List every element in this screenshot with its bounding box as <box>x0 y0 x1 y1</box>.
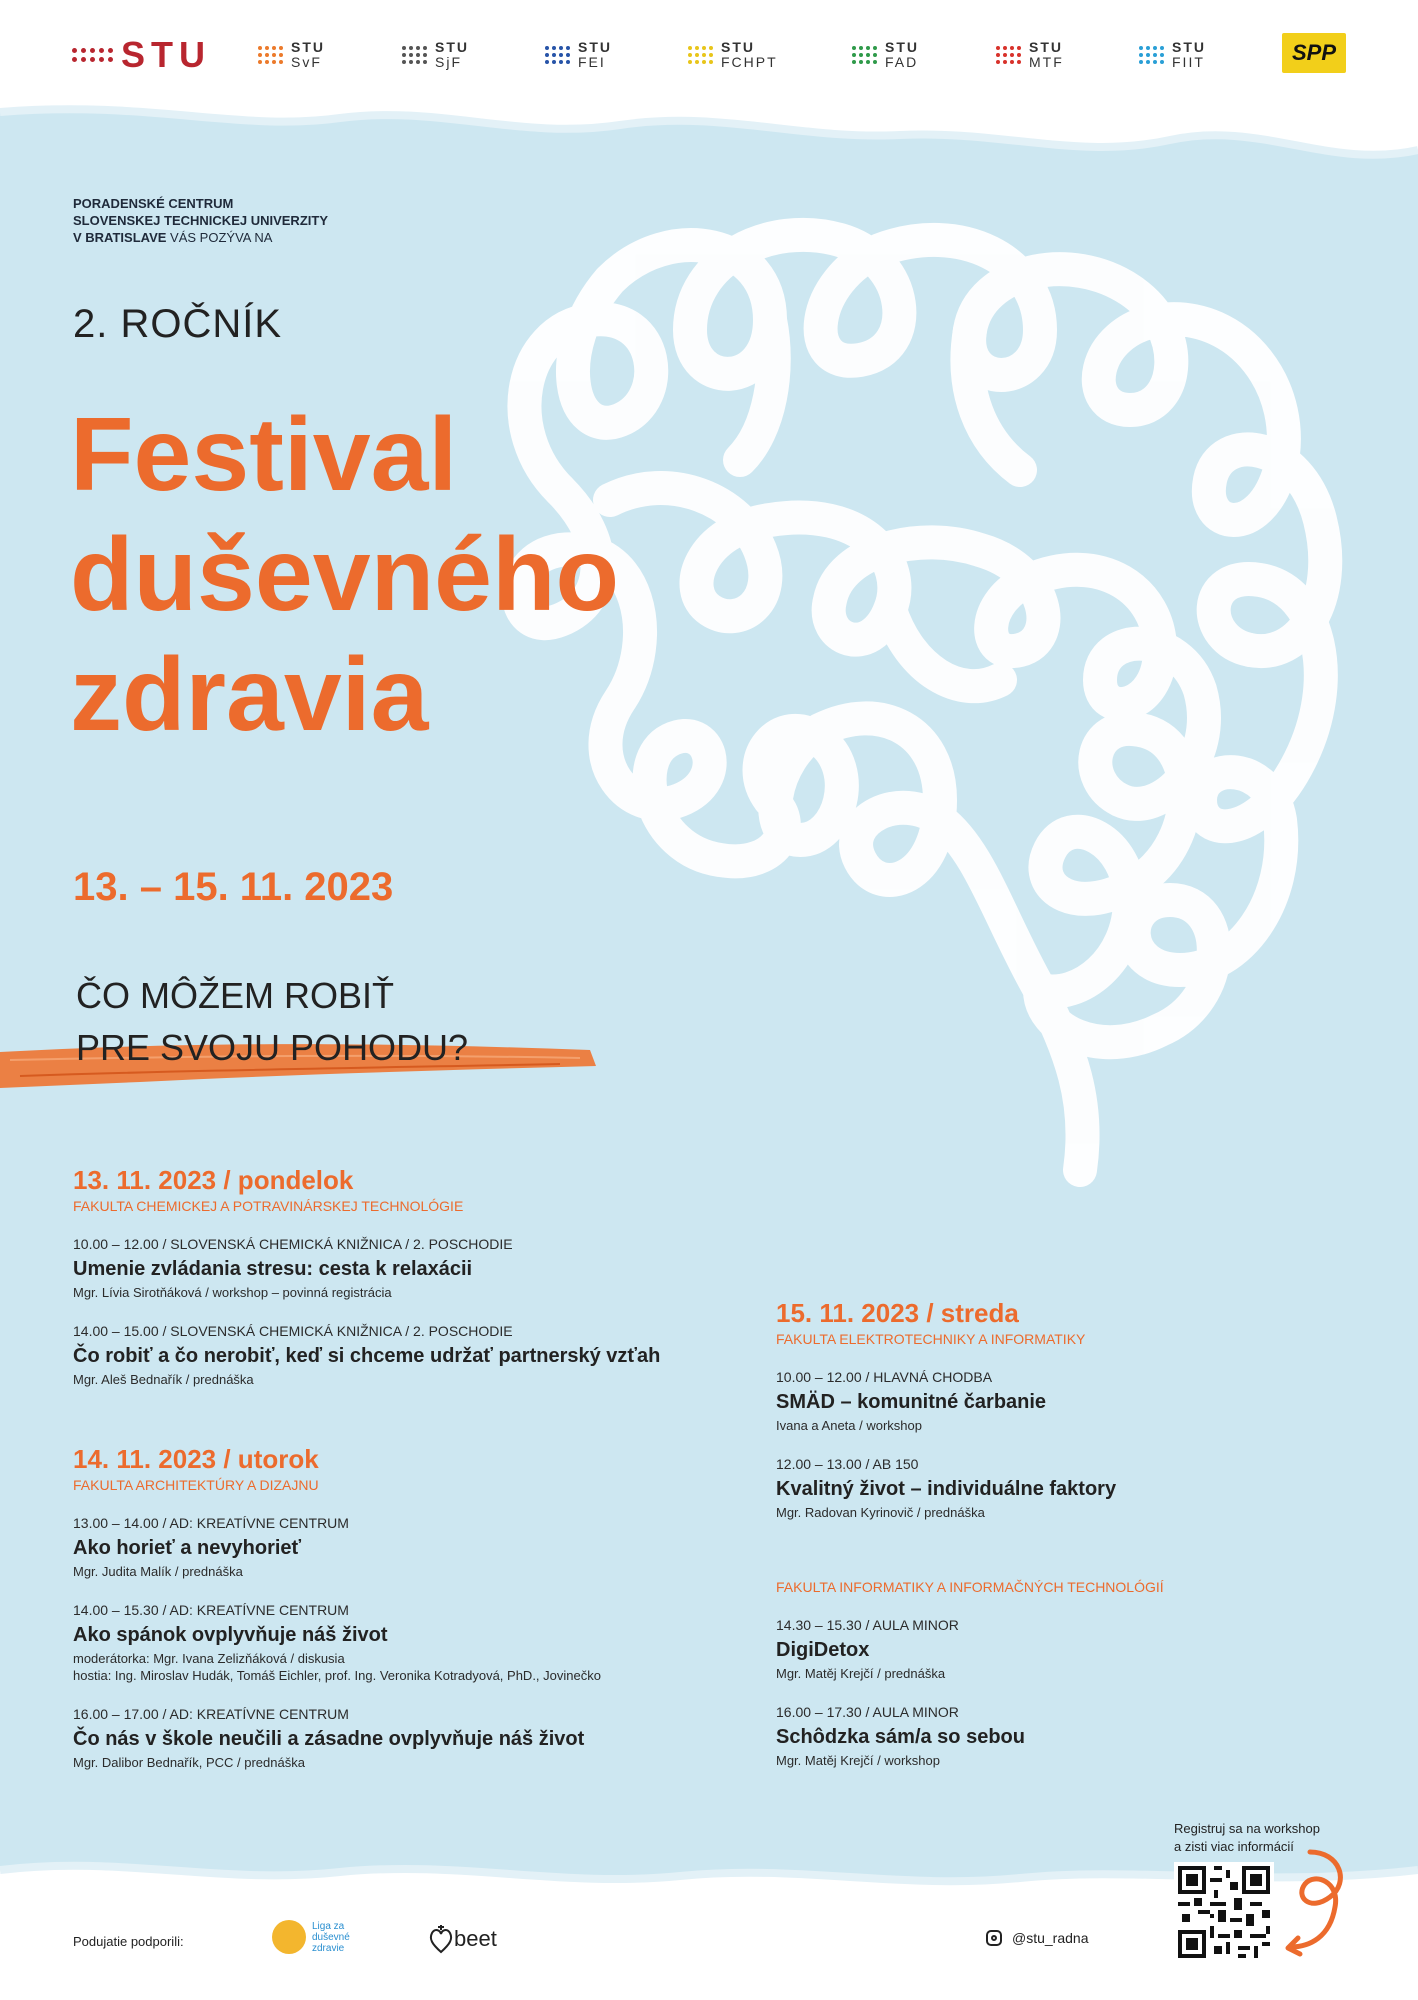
logo-dot <box>545 46 549 50</box>
day-faculty: FAKULTA ARCHITEKTÚRY A DIZAJNU <box>73 1477 319 1493</box>
logo-dot <box>81 57 86 62</box>
event-time: 16.00 – 17.30 / AULA MINOR <box>776 1704 959 1720</box>
logo-dot <box>852 53 856 57</box>
day-monday <box>73 1165 753 1388</box>
logo-dot <box>90 48 95 53</box>
logo-sub: SvF <box>291 54 322 70</box>
logo-dot <box>81 48 86 53</box>
stu-fchpt-logo <box>688 30 778 80</box>
logo-dot <box>688 60 692 64</box>
logo-dot <box>1003 53 1007 57</box>
event-speaker: Mgr. Aleš Bednařík / prednáška <box>73 1372 254 1387</box>
event-name: Schôdzka sám/a so sebou <box>776 1726 1025 1748</box>
logo-dot <box>72 57 77 62</box>
logo-dot <box>695 60 699 64</box>
logo-dot <box>99 48 104 53</box>
logo-text: STU <box>1029 39 1063 55</box>
logo-dot <box>559 53 563 57</box>
logo-dot <box>1017 53 1021 57</box>
event-time: 16.00 – 17.00 / AD: KREATÍVNE CENTRUM <box>73 1706 349 1722</box>
logo-dot <box>1017 60 1021 64</box>
logo-dot <box>108 57 113 62</box>
event-name: SMÄD – komunitné čarbanie <box>776 1391 1047 1413</box>
day-tuesday <box>73 1444 773 1771</box>
event-speaker: Mgr. Judita Malík / prednáška <box>73 1564 243 1579</box>
logo-dot <box>695 53 699 57</box>
logo-dot <box>1003 46 1007 50</box>
logo-dot <box>1003 60 1007 64</box>
logo-dot <box>866 46 870 50</box>
logo-dot <box>559 60 563 64</box>
logo-dot <box>1010 53 1014 57</box>
logo-dot <box>1153 60 1157 64</box>
logo-dot <box>108 48 113 53</box>
event-item <box>776 1369 1356 1434</box>
question-line-2: PRE SVOJU POHODU? <box>76 1027 469 1068</box>
logo-dot <box>873 53 877 57</box>
logo-dot <box>873 46 877 50</box>
logo-dot <box>416 46 420 50</box>
logo-dot <box>265 46 269 50</box>
event-name: Ako spánok ovplyvňuje náš život <box>73 1624 388 1646</box>
liga-emblem-icon <box>272 1920 306 1954</box>
event-item <box>776 1704 1356 1769</box>
event-speaker: Ivana a Aneta / workshop <box>776 1418 922 1433</box>
logo-dot <box>258 46 262 50</box>
event-name: Kvalitný život – individuálne faktory <box>776 1478 1117 1500</box>
logo-dot <box>695 46 699 50</box>
edition-label: 2. ROČNÍK <box>73 302 283 346</box>
stu-svf-logo <box>258 30 325 80</box>
logo-dot <box>859 60 863 64</box>
logo-dot <box>1160 60 1164 64</box>
logo-sub: FCHPT <box>721 54 778 70</box>
logo-dot <box>859 46 863 50</box>
title-line-1: Festival <box>70 397 458 513</box>
event-item <box>776 1456 1356 1521</box>
event-moderator: moderátorka: Mgr. Ivana Zelizňáková / diskusia <box>73 1651 345 1666</box>
event-time: 12.00 – 13.00 / AB 150 <box>776 1456 919 1472</box>
logo-dot <box>402 53 406 57</box>
spp-logo: SPP <box>1282 33 1346 73</box>
title-line-2: duševného <box>70 517 619 633</box>
event-speaker: Mgr. Matěj Krejčí / prednáška <box>776 1666 946 1681</box>
logo-dot <box>852 46 856 50</box>
logo-dot <box>272 53 276 57</box>
stu-fei-logo <box>545 30 612 80</box>
event-speaker: Mgr. Dalibor Bednařík, PCC / prednáška <box>73 1755 305 1770</box>
instagram-handle[interactable] <box>986 1930 1088 1946</box>
logo-dot <box>279 60 283 64</box>
logo-dot <box>279 46 283 50</box>
logo-dot <box>409 60 413 64</box>
logo-sub: SjF <box>435 54 462 70</box>
faculty-logos <box>0 30 1418 80</box>
logo-text: STU <box>578 39 612 55</box>
logo-dot <box>272 60 276 64</box>
festival-dates: 13. – 15. 11. 2023 <box>73 865 394 909</box>
logo-dot <box>423 46 427 50</box>
day-heading: 13. 11. 2023 / pondelok <box>73 1165 354 1195</box>
question-line-1: ČO MÔŽEM ROBIŤ <box>76 975 394 1016</box>
logo-dot <box>552 60 556 64</box>
day-heading: 14. 11. 2023 / utorok <box>73 1444 319 1474</box>
logo-dot <box>702 46 706 50</box>
logo-dot <box>688 53 692 57</box>
logo-dot <box>688 46 692 50</box>
logo-dot <box>1160 46 1164 50</box>
event-time: 10.00 – 12.00 / HLAVNÁ CHODBA <box>776 1369 993 1385</box>
logo-dot <box>552 46 556 50</box>
logo-sub: MTF <box>1029 54 1064 70</box>
logo-dot <box>416 53 420 57</box>
logo-dot <box>1146 53 1150 57</box>
logo-dot <box>402 60 406 64</box>
logo-dot <box>1139 46 1143 50</box>
logo-dot <box>423 60 427 64</box>
event-time: 14.00 – 15.30 / AD: KREATÍVNE CENTRUM <box>73 1602 349 1618</box>
stu-sjf-logo <box>402 30 469 80</box>
event-name: Umenie zvládania stresu: cesta k relaxácii <box>73 1258 473 1280</box>
logo-dot <box>996 46 1000 50</box>
event-time: 14.00 – 15.00 / SLOVENSKÁ CHEMICKÁ KNIŽNICA / 2. POSCHODIE <box>73 1323 513 1339</box>
logo-dot <box>545 53 549 57</box>
event-time: 14.30 – 15.30 / AULA MINOR <box>776 1617 959 1633</box>
logo-text: STU <box>885 39 919 55</box>
question-heading <box>76 970 468 1074</box>
logo-text: STU <box>1172 39 1206 55</box>
logo-dot <box>702 60 706 64</box>
logo-text: STU <box>435 39 469 55</box>
event-item <box>73 1602 773 1684</box>
beet-heart-icon <box>428 1924 454 1954</box>
logo-dot <box>1146 60 1150 64</box>
logo-dot <box>559 46 563 50</box>
logo-dot <box>859 53 863 57</box>
event-guests: hostia: Ing. Miroslav Hudák, Tomáš Eichler, prof. Ing. Veronika Kotradyová, PhD., Jovinečko <box>73 1668 601 1683</box>
logo-sub: FIIT <box>1172 54 1205 70</box>
logo-dot <box>996 60 1000 64</box>
event-time: 13.00 – 14.00 / AD: KREATÍVNE CENTRUM <box>73 1515 349 1531</box>
logo-dot <box>709 53 713 57</box>
event-item <box>73 1236 753 1301</box>
logo-dot <box>545 60 549 64</box>
event-name: Čo robiť a čo nerobiť, keď si chceme udržať partnerský vzťah <box>73 1345 661 1367</box>
logo-dot <box>423 53 427 57</box>
day-faculty: FAKULTA ELEKTROTECHNIKY A INFORMATIKY <box>776 1331 1086 1347</box>
registration-line-2: a zisti viac informácií <box>1174 1839 1294 1854</box>
logo-dot <box>416 60 420 64</box>
event-speaker: Mgr. Matěj Krejčí / workshop <box>776 1753 940 1768</box>
logo-dot <box>72 48 77 53</box>
liga-line-3: zdravie <box>312 1942 345 1954</box>
instagram-icon <box>986 1930 1002 1946</box>
logo-dot <box>866 60 870 64</box>
logo-dot <box>272 46 276 50</box>
beet-logo-text: beet <box>454 1926 497 1951</box>
liga-logo <box>272 1920 350 1954</box>
day-faculty: FAKULTA CHEMICKEJ A POTRAVINÁRSKEJ TECHNOLÓGIE <box>73 1198 464 1214</box>
event-item <box>73 1515 773 1580</box>
supported-by-label: Podujatie podporili: <box>73 1934 184 1949</box>
liga-line-1: Liga za <box>312 1920 345 1932</box>
logo-dot <box>1010 46 1014 50</box>
logo-dot <box>1139 60 1143 64</box>
logo-dot <box>566 53 570 57</box>
logo-dot <box>1160 53 1164 57</box>
event-name: Čo nás v škole neučili a zásadne ovplyvňuje náš život <box>73 1728 585 1750</box>
day-heading: 15. 11. 2023 / streda <box>776 1298 1019 1328</box>
top-wave-band <box>0 0 1418 175</box>
event-item <box>73 1706 773 1771</box>
event-time: 10.00 – 12.00 / SLOVENSKÁ CHEMICKÁ KNIŽNICA / 2. POSCHODIE <box>73 1236 513 1252</box>
festival-title <box>70 395 619 755</box>
intro-line-1: PORADENSKÉ CENTRUM <box>73 196 234 211</box>
logo-dot <box>873 60 877 64</box>
logo-text: STU <box>291 39 325 55</box>
stu-fad-logo <box>852 30 919 80</box>
logo-dot <box>1017 46 1021 50</box>
logo-dot <box>1153 53 1157 57</box>
stu-fiit-logo <box>1139 30 1206 80</box>
logo-text: STU <box>721 39 755 55</box>
event-name: DigiDetox <box>776 1639 870 1661</box>
stu-mtf-logo <box>996 30 1064 80</box>
logo-dot <box>402 46 406 50</box>
logo-sub: FEI <box>578 54 606 70</box>
event-item <box>73 1323 753 1388</box>
logo-dot <box>1146 46 1150 50</box>
liga-line-2: duševné <box>312 1931 350 1943</box>
logo-dot <box>566 60 570 64</box>
logo-dot <box>1010 60 1014 64</box>
instagram-text: @stu_radna <box>1012 1930 1089 1946</box>
intro-line-2: SLOVENSKEJ TECHNICKEJ UNIVERZITY <box>73 213 328 228</box>
intro-line-3-bold: V BRATISLAVE <box>73 230 167 245</box>
day-faculty-2: FAKULTA INFORMATIKY A INFORMAČNÝCH TECHNOLÓGIÍ <box>776 1579 1164 1595</box>
logo-dot <box>258 60 262 64</box>
stu-logo <box>72 30 211 80</box>
intro-line-3-light: VÁS POZÝVA NA <box>170 230 273 245</box>
logo-dot <box>409 46 413 50</box>
logo-dot <box>1139 53 1143 57</box>
logo-dot <box>709 46 713 50</box>
logo-dot <box>709 60 713 64</box>
logo-dot <box>996 53 1000 57</box>
logo-dot <box>409 53 413 57</box>
orange-spiral-arrow <box>1280 1842 1360 1962</box>
logo-sub: FAD <box>885 54 919 70</box>
title-line-3: zdravia <box>70 637 429 753</box>
event-speaker: Mgr. Lívia Sirotňáková / workshop – povinná registrácia <box>73 1285 392 1300</box>
day-wednesday <box>776 1298 1356 1769</box>
logo-dot <box>99 57 104 62</box>
event-name: Ako horieť a nevyhorieť <box>73 1537 302 1559</box>
intro-text <box>73 195 328 246</box>
beet-logo <box>428 1924 497 1954</box>
logo-dot <box>566 46 570 50</box>
logo-dot <box>279 53 283 57</box>
logo-dot <box>90 57 95 62</box>
logo-dot <box>258 53 262 57</box>
logo-dot <box>1153 46 1157 50</box>
logo-dot <box>265 53 269 57</box>
stu-logo-text: STU <box>121 34 211 75</box>
event-speaker: Mgr. Radovan Kyrinovič / prednáška <box>776 1505 985 1520</box>
logo-dot <box>265 60 269 64</box>
registration-line-1: Registruj sa na workshop <box>1174 1821 1320 1836</box>
qr-code[interactable] <box>1174 1862 1274 1962</box>
logo-dot <box>852 60 856 64</box>
logo-dot <box>702 53 706 57</box>
event-item <box>776 1617 1356 1682</box>
logo-dot <box>552 53 556 57</box>
logo-dot <box>866 53 870 57</box>
